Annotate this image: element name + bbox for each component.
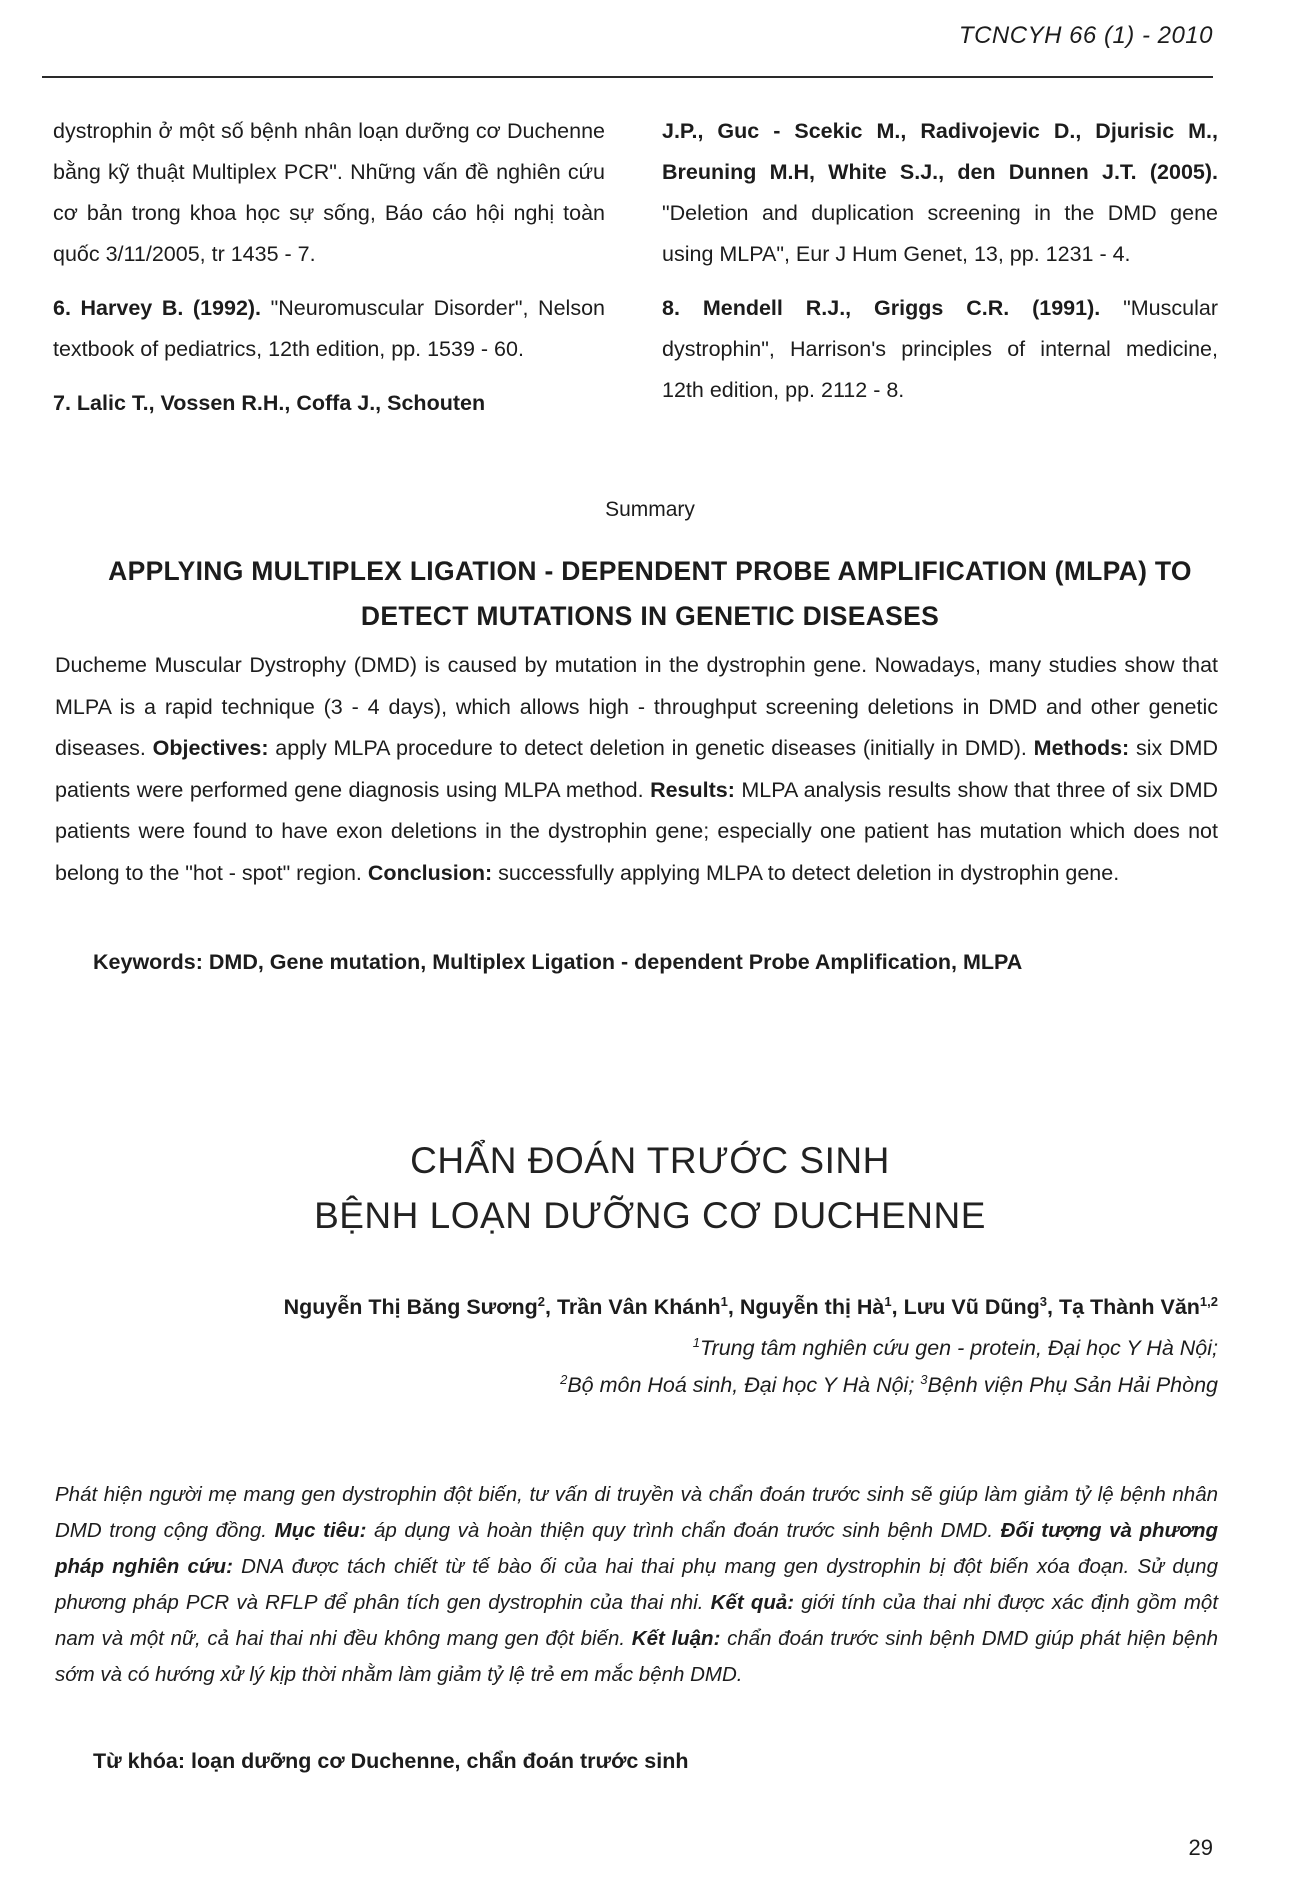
- reference-6-text: "Neuromuscular Disorder", Nelson textbook of pediatrics, 12th edition, pp. 1539 - 60.: [53, 296, 605, 361]
- affiliation-1-sup: 1: [692, 1334, 701, 1350]
- author-sep: ,: [1047, 1295, 1059, 1319]
- reference-6: [53, 288, 605, 370]
- methods-text: six DMD patients were performed gene diagnosis using MLPA method.: [55, 736, 1218, 802]
- vi-results-text: giới tính của thai nhi được xác định gồm một nam và một nữ, cả hai thai nhi đều không mang gen đột biến.: [55, 1591, 1219, 1650]
- reference-7-start: [53, 383, 605, 424]
- author-affil-sup: 1,2: [1199, 1293, 1218, 1309]
- reference-8-text: "Muscular dystrophin", Harrison's principles of internal medicine, 12th edition, pp. 2112 - 8.: [662, 296, 1218, 402]
- author-name: Tạ Thành Văn: [1058, 1295, 1200, 1319]
- summary-label: Summary: [605, 498, 695, 521]
- author: [740, 1295, 904, 1319]
- author-affil-sup: 1: [884, 1293, 892, 1309]
- conclusion-text: successfully applying MLPA to detect deletion in dystrophin gene.: [498, 860, 1120, 885]
- author-name: Nguyễn Thị Băng Sương: [283, 1295, 538, 1319]
- author: [284, 1295, 557, 1319]
- vi-subjects-label: Đối tượng và phương pháp nghiên cứu:: [55, 1519, 1219, 1578]
- affiliation-1: Trung tâm nghiên cứu gen - protein, Đại học Y Hà Nội;: [700, 1336, 1218, 1360]
- page-number: 29: [1188, 1835, 1213, 1860]
- reference-7-authors: 7. Lalic T., Vossen R.H., Coffa J., Schouten: [53, 391, 486, 415]
- vietnamese-abstract: [55, 1477, 1218, 1693]
- author: [557, 1295, 740, 1319]
- journal-header: TCNCYH 66 (1) - 2010: [958, 22, 1213, 49]
- author-name: Nguyễn thị Hà: [739, 1295, 885, 1319]
- conclusion-label: Conclusion:: [367, 860, 493, 885]
- references-right-column: [662, 111, 1218, 411]
- author-affil-sup: 3: [1039, 1293, 1047, 1309]
- objectives-text: apply MLPA procedure to detect deletion in genetic diseases (initially in DMD).: [275, 736, 1027, 760]
- author: [904, 1295, 1059, 1319]
- vi-conclusion-label: Kết luận:: [631, 1627, 721, 1650]
- affiliation-2: Bộ môn Hoá sinh, Đại học Y Hà Nội;: [567, 1373, 915, 1397]
- english-keywords: Keywords: DMD, Gene mutation, Multiplex Ligation - dependent Probe Amplification, MLPA: [93, 950, 1023, 974]
- reference-8: [662, 288, 1218, 411]
- reference-8-authors: 8. Mendell R.J., Griggs C.R. (1991).: [662, 296, 1101, 320]
- vi-objective-text: áp dụng và hoàn thiện quy trình chẩn đoán trước sinh bệnh DMD.: [374, 1519, 994, 1542]
- author-name: Trần Vân Khánh: [556, 1295, 721, 1319]
- results-label: Results:: [650, 777, 735, 802]
- affiliation-2-sup: 2: [560, 1371, 568, 1387]
- vietnamese-keywords: [93, 1749, 688, 1774]
- vi-results-label: Kết quả:: [710, 1591, 795, 1614]
- title-line-1: CHẨN ĐOÁN TRƯỚC SINH: [410, 1140, 890, 1181]
- author-sep: ,: [891, 1295, 904, 1319]
- author-sep: ,: [545, 1295, 557, 1319]
- affiliation-3-sup: 3: [920, 1371, 928, 1387]
- reference-5-continuation: dystrophin ở một số bệnh nhân loạn dưỡng cơ Duchenne bằng kỹ thuật Multiplex PCR". Những vấn đề nghiên cứu cơ bản trong khoa học sự sống, Báo cáo hội nghị toàn quốc 3/11/2005, tr 1435 - 7.: [53, 119, 605, 266]
- objectives-label: Objectives:: [152, 736, 269, 760]
- results-text: MLPA analysis results show that three of six DMD patients were found to have exon deletions in the dystrophin gene; especially one patient has mutation which does not belong to the "hot - spot" region.: [55, 777, 1219, 885]
- header-rule: [42, 76, 1213, 78]
- reference-7-text: "Deletion and duplication screening in the DMD gene using MLPA", Eur J Hum Genet, 13, pp. 1231 - 4.: [662, 201, 1218, 266]
- affiliation-line-2: [560, 1373, 1218, 1398]
- author-sep: ,: [727, 1295, 740, 1319]
- affiliation-3: Bệnh viện Phụ Sản Hải Phòng: [927, 1373, 1218, 1397]
- title-line-2: BỆNH LOẠN DƯỠNG CƠ DUCHENNE: [314, 1195, 986, 1236]
- vietnamese-title: [0, 1133, 1300, 1243]
- author-affil-sup: 2: [537, 1293, 546, 1309]
- vi-keywords-label: Từ khóa:: [93, 1749, 186, 1773]
- references-left-column: [53, 111, 605, 424]
- author-affil-sup: 1: [720, 1293, 728, 1309]
- reference-6-authors: 6. Harvey B. (1992).: [53, 296, 262, 320]
- methods-label: Methods:: [1033, 736, 1130, 760]
- vi-objective-label: Mục tiêu:: [274, 1519, 367, 1542]
- reference-7-continuation: [662, 111, 1218, 275]
- abstract-intro: Ducheme Muscular Dystrophy (DMD) is caused by mutation in the dystrophin gene. Nowadays, many studies show that MLPA is a rapid technique (3 - 4 days), which allows high - throughput screening deletions in DMD and other genetic diseases.: [55, 653, 1218, 760]
- affiliation-line-1: [693, 1336, 1218, 1361]
- author-list: [284, 1295, 1218, 1320]
- vi-abstract-intro: Phát hiện người mẹ mang gen dystrophin đột biến, tư vấn di truyền và chẩn đoán trước sinh sẽ giúp làm giảm tỷ lệ bệnh nhân DMD trong cộng đồng.: [55, 1483, 1218, 1542]
- vi-conclusion-text: chẩn đoán trước sinh bệnh DMD giúp phát hiện bệnh sớm và có hướng xử lý kịp thời nhằm làm giảm tỷ lệ trẻ em mắc bệnh DMD.: [55, 1627, 1219, 1686]
- english-title: APPLYING MULTIPLEX LIGATION - DEPENDENT PROBE AMPLIFICATION (MLPA) TO DETECT MUTATIONS IN GENETIC DISEASES: [108, 556, 1192, 631]
- author-name: Lưu Vũ Dũng: [903, 1295, 1040, 1319]
- vi-subjects-text: DNA được tách chiết từ tế bào ối của hai thai phụ mang gen dystrophin bị đột biến xóa đoạn. Sử dụng phương pháp PCR và RFLP để phân tích gen dystrophin của thai nhi.: [55, 1555, 1218, 1614]
- vi-keywords-text: loạn dưỡng cơ Duchenne, chẩn đoán trước sinh: [191, 1749, 689, 1773]
- english-abstract: [55, 645, 1218, 894]
- author: [1059, 1295, 1218, 1319]
- reference-7-authors-cont: J.P., Guc - Scekic M., Radivojevic D., Djurisic M., Breuning M.H, White S.J., den Dunnen J.T. (2005).: [662, 119, 1218, 184]
